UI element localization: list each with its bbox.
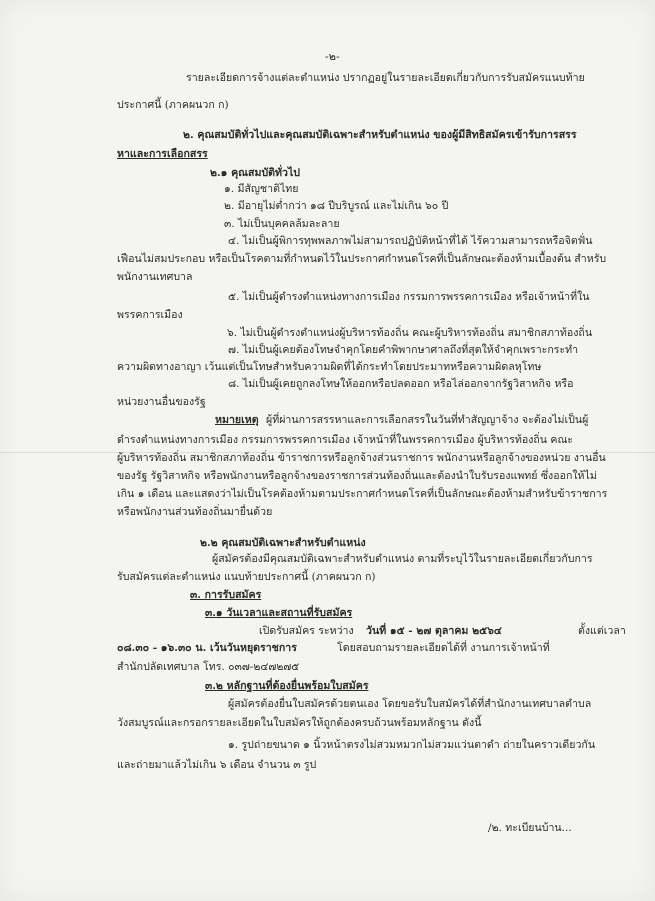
list-item: ๘. ไม่เป็นผู้เคยถูกลงโทษให้ออกหรือปลดออก หรือไล่ออกจากรัฐวิสาหกิจ หรือ (228, 378, 574, 390)
body-line: และถ่ายมาแล้วไม่เกิน ๖ เดือน จำนวน ๓ รูป (117, 759, 317, 771)
list-item: ๑. มีสัญชาติไทย (224, 183, 299, 195)
body-line: รับสมัครแต่ละตำแหน่ง แนบท้ายประกาศนี้ (ภาคผนวก ก) (117, 571, 376, 583)
continuation-note: /๒. ทะเบียนบ้าน... (488, 822, 572, 834)
body-line: ดำรงตำแหน่งทางการเมือง กรรมการพรรคการเมือง เจ้าหน้าที่ในพรรคการเมือง ผู้บริหารท้องถิ่น คณะ (117, 434, 573, 446)
list-item: ๒. มีอายุไม่ต่ำกว่า ๑๘ ปีบริบูรณ์ และไม่เกิน ๖๐ ปี (224, 200, 449, 212)
note-text: ผู้ที่ผ่านการสรรหาและการเลือกสรรในวันที่ทำสัญญาจ้าง จะต้องไม่เป็นผู้ (266, 414, 589, 426)
body-line: เปิดรับสมัคร ระหว่าง (259, 625, 354, 637)
subsection-heading: ๓.๒ หลักฐานที่ต้องยื่นพร้อมใบสมัคร (205, 680, 369, 692)
list-item: ๔. ไม่เป็นผู้พิการทุพพลภาพไม่สามารถปฏิบัติหน้าที่ได้ ไร้ความสามารถหรือจิตฟั่น (228, 235, 593, 247)
section-heading: ๒. คุณสมบัติทั่วไปและคุณสมบัติเฉพาะสำหรับตำแหน่ง ของผู้มีสิทธิสมัครเข้ารับการสรร (183, 129, 577, 141)
body-line: ผู้บริหารท้องถิ่น สมาชิกสภาท้องถิ่น ข้าราชการหรือลูกจ้างส่วนราชการ พนักงานหรือลูกจ้างของหน่วย งานอื่น (117, 452, 606, 464)
application-dates: วันที่ ๑๕ - ๒๗ ตุลาคม ๒๕๖๔ (366, 625, 502, 637)
subsection-heading: ๓.๑ วันเวลาและสถานที่รับสมัคร (205, 607, 353, 619)
list-item: ๖. ไม่เป็นผู้ดำรงตำแหน่งผู้บริหารท้องถิ่น คณะผู้บริหารท้องถิ่น สมาชิกสภาท้องถิ่น (227, 327, 593, 339)
subsection-heading: ๒.๒ คุณสมบัติเฉพาะสำหรับตำแหน่ง (200, 537, 366, 549)
application-hours: ๐๘.๓๐ - ๑๖.๓๐ น. เว้นวันหยุดราชการ (117, 642, 297, 654)
body-line: ของรัฐ รัฐวิสาหกิจ หรือพนักงานหรือลูกจ้างของราชการส่วนท้องถิ่นและต้องนำใบรับรองแพทย์ ซึ่งออกให้ไม่ (117, 470, 597, 482)
body-line: วังสมบูรณ์และกรอกรายละเอียดในใบสมัครให้ถูกต้องครบถ้วนพร้อมหลักฐาน ดังนี้ (117, 717, 482, 729)
body-line: ประกาศนี้ (ภาคผนวก ก) (117, 99, 229, 111)
list-item: ๑. รูปถ่ายขนาด ๑ นิ้วหน้าตรงไม่สวมหมวกไม่สวมแว่นตาดำ ถ่ายในคราวเดียวกัน (228, 739, 596, 751)
subsection-heading: ๒.๑ คุณสมบัติทั่วไป (210, 167, 301, 179)
body-line: พรรคการเมือง (117, 309, 183, 321)
body-line: เฟือนไม่สมประกอบ หรือเป็นโรคตามที่กำหนดไว้ในประกาศกำหนดโรคที่เป็นลักษณะต้องห้ามเบื้องต้น สำหรับ (117, 253, 607, 265)
section-heading-cont: หาและการเลือกสรร (117, 148, 208, 160)
list-item: ๕. ไม่เป็นผู้ดำรงตำแหน่งทางการเมือง กรรมการพรรคการเมือง หรือเจ้าหน้าที่ใน (228, 291, 590, 303)
list-item: ๗. ไม่เป็นผู้เคยต้องโทษจำคุกโดยคำพิพากษาศาลถึงที่สุดให้จำคุกเพราะกระทำ (228, 344, 579, 356)
body-line: ความผิดทางอาญา เว้นแต่เป็นโทษสำหรับความผิดที่ได้กระทำโดยประมาทหรือความผิดลหุโทษ (117, 361, 542, 373)
body-line: โดยสอบถามรายละเอียดได้ที่ งานการเจ้าหน้าที่ (337, 642, 550, 654)
body-line: รายละเอียดการจ้างแต่ละตำแหน่ง ปรากฏอยู่ในรายละเอียดเกี่ยวกับการรับสมัครแนบท้าย (186, 72, 585, 84)
body-line: หรือพนักงานส่วนท้องถิ่นมายื่นด้วย (117, 506, 273, 518)
body-line: ผู้สมัครต้องมีคุณสมบัติเฉพาะสำหรับตำแหน่ง ตามที่ระบุไว้ในรายละเอียดเกี่ยวกับการ (212, 553, 593, 565)
body-line: พนักงานเทศบาล (117, 271, 193, 283)
note-label: หมายเหตุ (215, 414, 259, 426)
contact-line: สำนักปลัดเทศบาล โทร. ๐๓๗-๒๔๗๒๗๕ (117, 661, 300, 673)
body-line: ผู้สมัครต้องยื่นใบสมัครด้วยตนเอง โดยขอรับใบสมัครได้ที่สำนักงานเทศบาลตำบล (228, 698, 592, 710)
body-line: หน่วยงานอื่นของรัฐ (117, 396, 206, 408)
section-heading: ๓. การรับสมัคร (190, 589, 262, 601)
page-number: -๒- (325, 50, 340, 63)
list-item: ๓. ไม่เป็นบุคคลล้มละลาย (224, 218, 340, 230)
body-line: เกิน ๑ เดือน และแสดงว่าไม่เป็นโรคต้องห้ามตามประกาศกำหนดโรคที่เป็นลักษณะต้องห้ามสำหรับข้าราชการ (117, 488, 608, 500)
body-line: ตั้งแต่เวลา (578, 625, 626, 637)
